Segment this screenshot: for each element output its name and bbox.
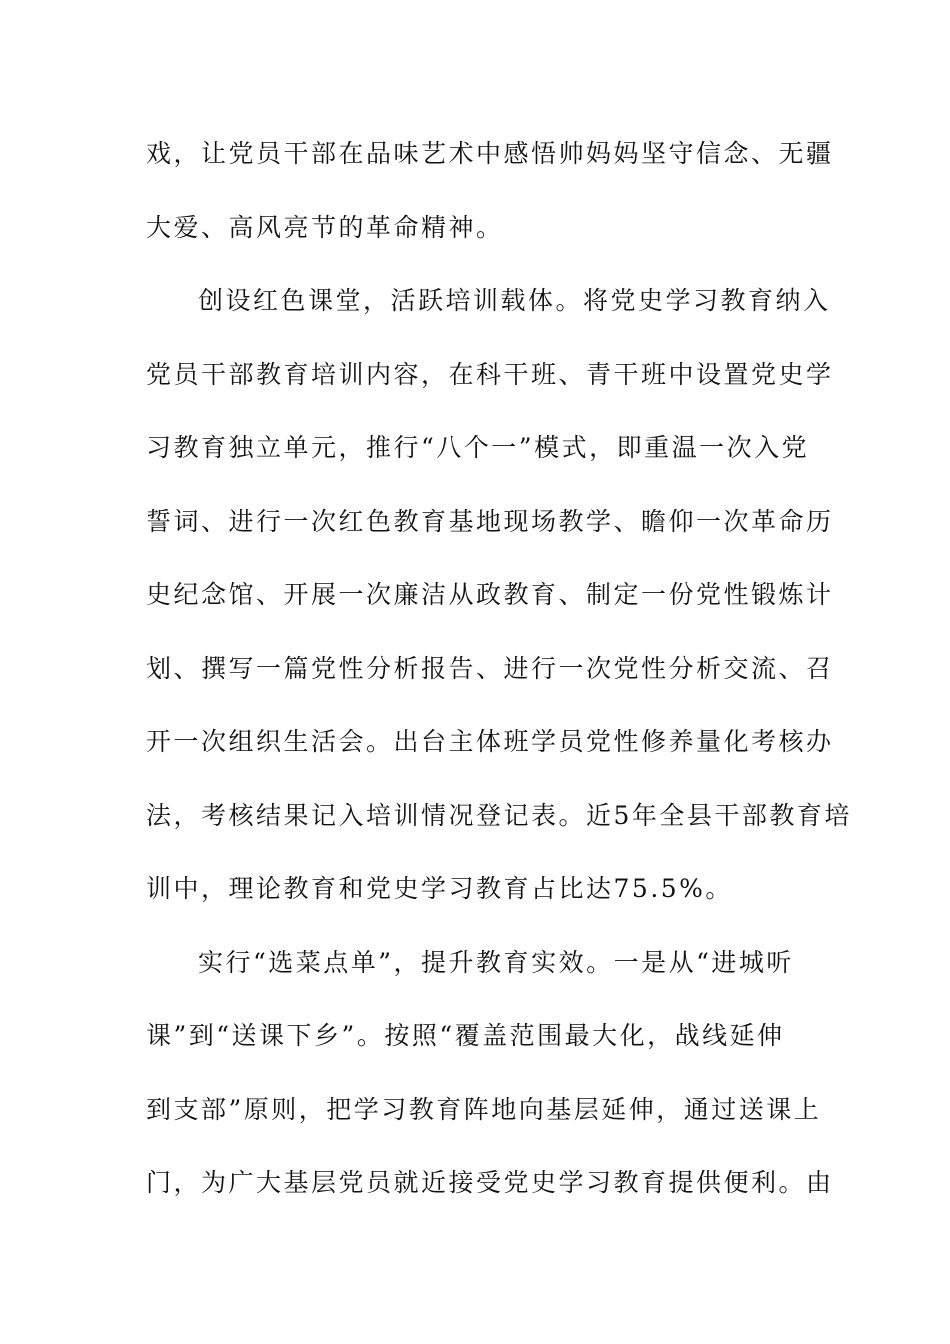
text-line: 课”到“送课下乡”。按照“覆盖范围最大化，战线延伸 — [146, 1021, 785, 1050]
text-line: 训中，理论教育和党史学习教育占比达75.5%。 — [146, 874, 733, 903]
text-line: 划、撰写一篇党性分析报告、进行一次党性分析交流、召 — [146, 653, 834, 683]
text-line: 到支部”原则，把学习教育阵地向基层延伸，通过送课上 — [146, 1094, 822, 1124]
body-text — [146, 128, 852, 1231]
text-line: 开一次组织生活会。出台主体班学员党性修养量化考核办 — [146, 727, 834, 756]
paragraph-first-line: 创设红色课堂，活跃培训载体。将党史学习教育纳入 — [198, 286, 831, 315]
paragraph-first-line: 实行“选菜点单”，提升教育实效。一是从“进城听 — [198, 947, 794, 977]
text-line: 戏，让党员干部在品味艺术中感悟帅妈妈坚守信念、无疆 — [146, 139, 834, 168]
text-line: 誓词、进行一次红色教育基地现场教学、瞻仰一次革命历 — [146, 506, 834, 536]
text-line: 史纪念馆、开展一次廉洁从政教育、制定一份党性锻炼计 — [146, 580, 834, 609]
text-line: 大爱、高风亮节的革命精神。 — [146, 212, 504, 242]
text-line: 习教育独立单元，推行“八个一”模式，即重温一次入党 — [146, 433, 810, 462]
text-line: 法，考核结果记入培训情况登记表。近5年全县干部教育培 — [146, 800, 852, 830]
text-line: 党员干部教育培训内容，在科干班、青干班中设置党史学 — [146, 359, 834, 389]
text-line: 门，为广大基层党员就近接受党史学习教育提供便利。由 — [146, 1168, 834, 1197]
